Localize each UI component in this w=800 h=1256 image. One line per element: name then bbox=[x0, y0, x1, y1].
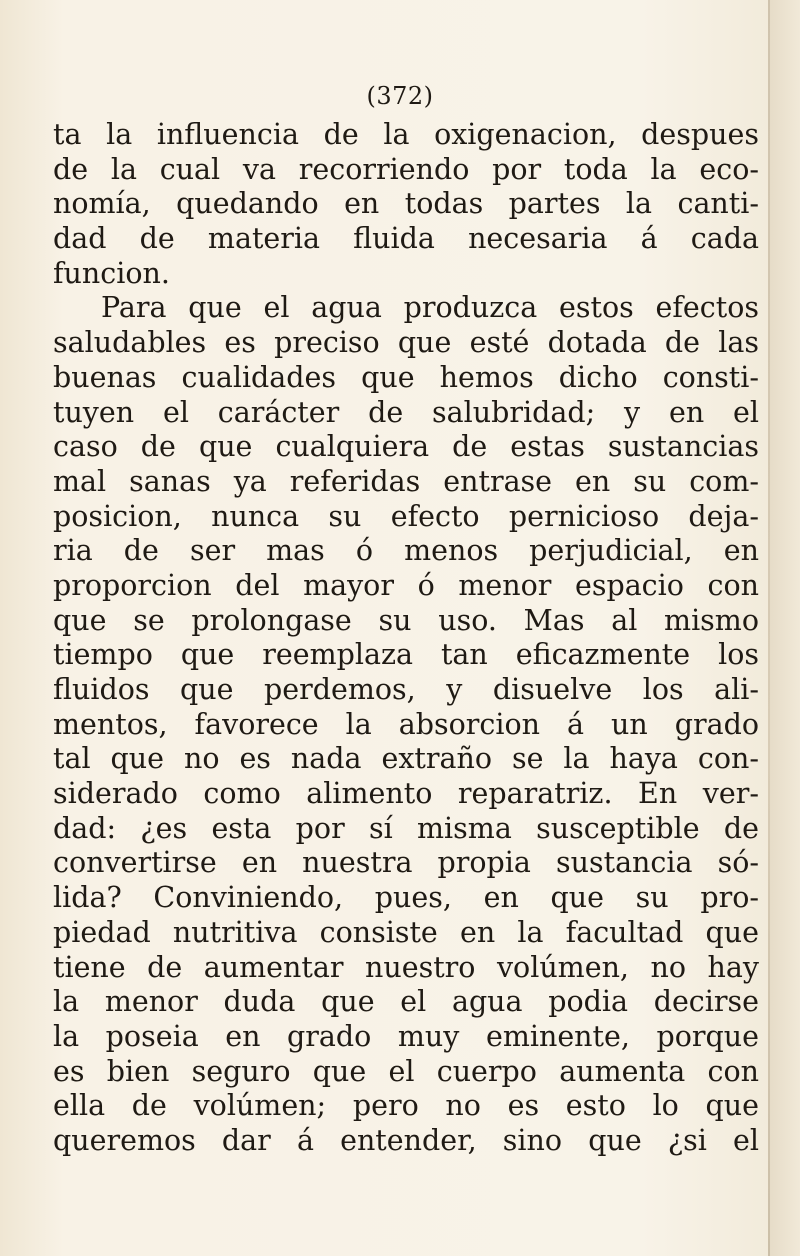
page-number: (372) bbox=[366, 82, 434, 110]
text-line: tuyen el carácter de salubridad; y en el bbox=[53, 395, 759, 429]
text-line: ria de ser mas ó menos perjudicial, en bbox=[53, 534, 759, 568]
text-line: dad de materia fluida necesaria á cada bbox=[53, 222, 759, 256]
text-line: buenas cualidades que hemos dicho consti- bbox=[53, 360, 759, 394]
text-line: mal sanas ya referidas entrase en su com- bbox=[53, 464, 759, 498]
text-line: ella de volúmen; pero no es esto lo que bbox=[53, 1089, 759, 1123]
text-line: ta la influencia de la oxigenacion, despues bbox=[53, 118, 759, 151]
text-line: la menor duda que el agua podia decirse bbox=[53, 985, 759, 1019]
page-edge-shadow bbox=[770, 0, 800, 1256]
text-line: lida? Conviniendo, pues, en que su pro- bbox=[53, 881, 759, 915]
text-line: dad: ¿es esta por sí misma susceptible de bbox=[53, 811, 759, 845]
text-line: queremos dar á entender, sino que ¿si el bbox=[53, 1123, 759, 1157]
text-line: es bien seguro que el cuerpo aumenta con bbox=[53, 1054, 759, 1088]
text-line: nomía, quedando en todas partes la canti- bbox=[53, 187, 759, 221]
text-line: la poseia en grado muy eminente, porque bbox=[53, 1019, 759, 1053]
text-line: funcion. bbox=[53, 256, 170, 290]
text-line: posicion, nunca su efecto pernicioso deja- bbox=[53, 499, 759, 533]
text-line: tiene de aumentar nuestro volúmen, no hay bbox=[53, 950, 759, 984]
text-line: piedad nutritiva consiste en la facultad que bbox=[53, 915, 759, 949]
body-text bbox=[53, 118, 759, 1159]
text-line: fluidos que perdemos, y disuelve los ali- bbox=[53, 673, 759, 706]
text-line: que se prolongase su uso. Mas al mismo bbox=[53, 603, 759, 637]
text-line: proporcion del mayor ó menor espacio con bbox=[53, 568, 759, 602]
text-line: saludables es preciso que esté dotada de las bbox=[53, 326, 759, 360]
text-line: convertirse en nuestra propia sustancia só- bbox=[53, 846, 759, 880]
text-line: tiempo que reemplaza tan eficazmente los bbox=[53, 638, 759, 672]
text-line: siderado como alimento reparatriz. En ver- bbox=[53, 777, 759, 811]
text-line: Para que el agua produzca estos efectos bbox=[101, 291, 759, 325]
text-line: caso de que cualquiera de estas sustancias bbox=[53, 430, 759, 464]
text-line: mentos, favorece la absorcion á un grado bbox=[53, 707, 759, 741]
text-line: de la cual va recorriendo por toda la eco- bbox=[53, 152, 759, 186]
text-line: tal que no es nada extraño se la haya con- bbox=[53, 742, 759, 776]
